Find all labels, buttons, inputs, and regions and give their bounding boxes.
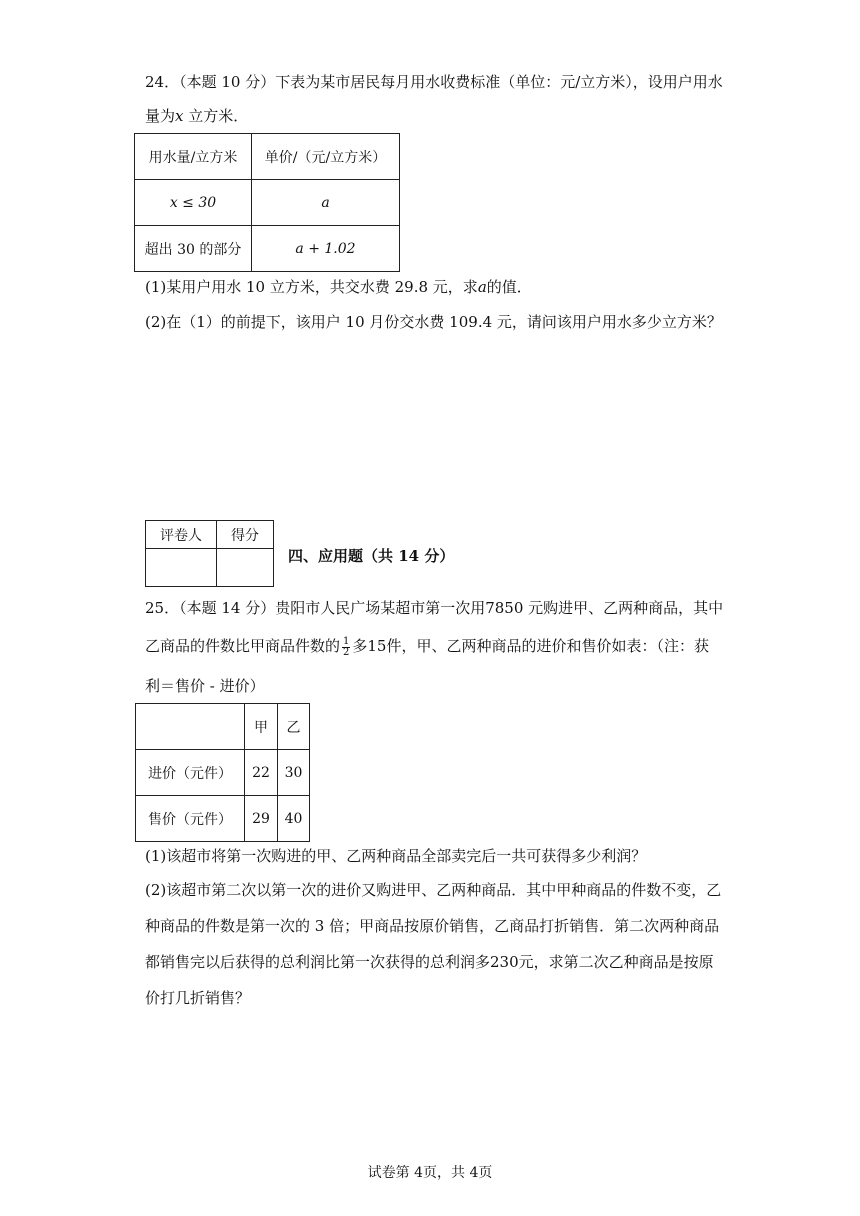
q24-var-x: x — [175, 107, 184, 125]
fraction-denominator: 2 — [343, 646, 350, 658]
q25-line1: 25．（本题 14 分）贵阳市人民广场某超市第一次用7850 元购进甲、乙两种商品，其中 — [145, 599, 724, 617]
q24-line2-post: 立方米． — [183, 107, 249, 125]
q24-line1: 24．（本题 10 分）下表为某市居民每月用水收费标准（单位：元/立方米），设用户用水 — [145, 73, 723, 91]
table-cell: a — [252, 180, 400, 226]
table-row — [135, 180, 400, 226]
q25-line2 — [145, 636, 709, 658]
table-row — [146, 521, 274, 549]
table-row — [136, 750, 310, 796]
q25-sub2-line2: 种商品的件数是第一次的 3 倍；甲商品按原价销售，乙商品打折销售．第二次两种商品 — [145, 917, 720, 935]
table-cell: 30 — [278, 750, 310, 796]
table-cell: x ≤ 30 — [135, 180, 252, 226]
fraction — [342, 637, 350, 658]
q24-line2-pre: 量为 — [145, 107, 176, 125]
score-box-cell — [146, 549, 217, 587]
q25-sub1: (1)该超市将第一次购进的甲、乙两种商品全部卖完后一共可获得多少利润？ — [145, 847, 647, 865]
table-header-cell: 乙 — [278, 704, 310, 750]
table-cell: 29 — [245, 796, 278, 842]
score-box — [145, 520, 274, 587]
table-cell: 进价（元件） — [136, 750, 245, 796]
score-box-cell — [217, 549, 274, 587]
score-box-header: 评卷人 — [146, 521, 217, 549]
q25-sub2-line1: (2)该超市第二次以第一次的进价又购进甲、乙两种商品．其中甲种商品的件数不变，乙 — [145, 881, 722, 899]
q24-sub1-pre: (1)某用户用水 10 立方米，共交水费 29.8 元，求 — [145, 278, 478, 296]
table-row — [146, 549, 274, 587]
q24-sub1-post: 的值． — [486, 278, 532, 296]
table-row — [135, 226, 400, 272]
q25-line2-post: 多15件，甲、乙两种商品的进价和售价如表：（注：获 — [352, 637, 709, 655]
table-header-cell: 用水量/立方米 — [135, 134, 252, 180]
table-row — [136, 704, 310, 750]
q24-line2 — [145, 106, 248, 126]
q24-sub1 — [145, 277, 532, 297]
table-cell: 超出 30 的部分 — [135, 226, 252, 272]
table-cell: a + 1.02 — [252, 226, 400, 272]
q24-sub2: (2)在（1）的前提下，该用户 10 月份交水费 109.4 元，请问该用户用水多少立方米？ — [145, 313, 722, 331]
page-footer: 试卷第 4页，共 4页 — [367, 1165, 493, 1181]
q24-sub1-var: a — [477, 278, 487, 296]
q25-line3: 利＝售价 - 进价） — [145, 677, 265, 695]
table-cell: 40 — [278, 796, 310, 842]
fraction-numerator: 1 — [343, 635, 350, 647]
goods-price-table — [135, 703, 310, 842]
q25-line2-pre: 乙商品的件数比甲商品件数的 — [145, 637, 341, 655]
section-title: 四、应用题（共 14 分） — [288, 547, 455, 565]
table-header-cell: 单价/（元/立方米） — [252, 134, 400, 180]
table-header-cell — [136, 704, 245, 750]
table-cell: 22 — [245, 750, 278, 796]
score-box-header: 得分 — [217, 521, 274, 549]
table-row — [135, 134, 400, 180]
table-row — [136, 796, 310, 842]
q25-sub2-line3: 都销售完以后获得的总利润比第一次获得的总利润多230元，求第二次乙种商品是按原 — [145, 953, 714, 971]
q25-sub2-line4: 价打几折销售？ — [145, 989, 251, 1007]
table-header-cell: 甲 — [245, 704, 278, 750]
table-cell: 售价（元件） — [136, 796, 245, 842]
water-price-table — [134, 133, 400, 272]
